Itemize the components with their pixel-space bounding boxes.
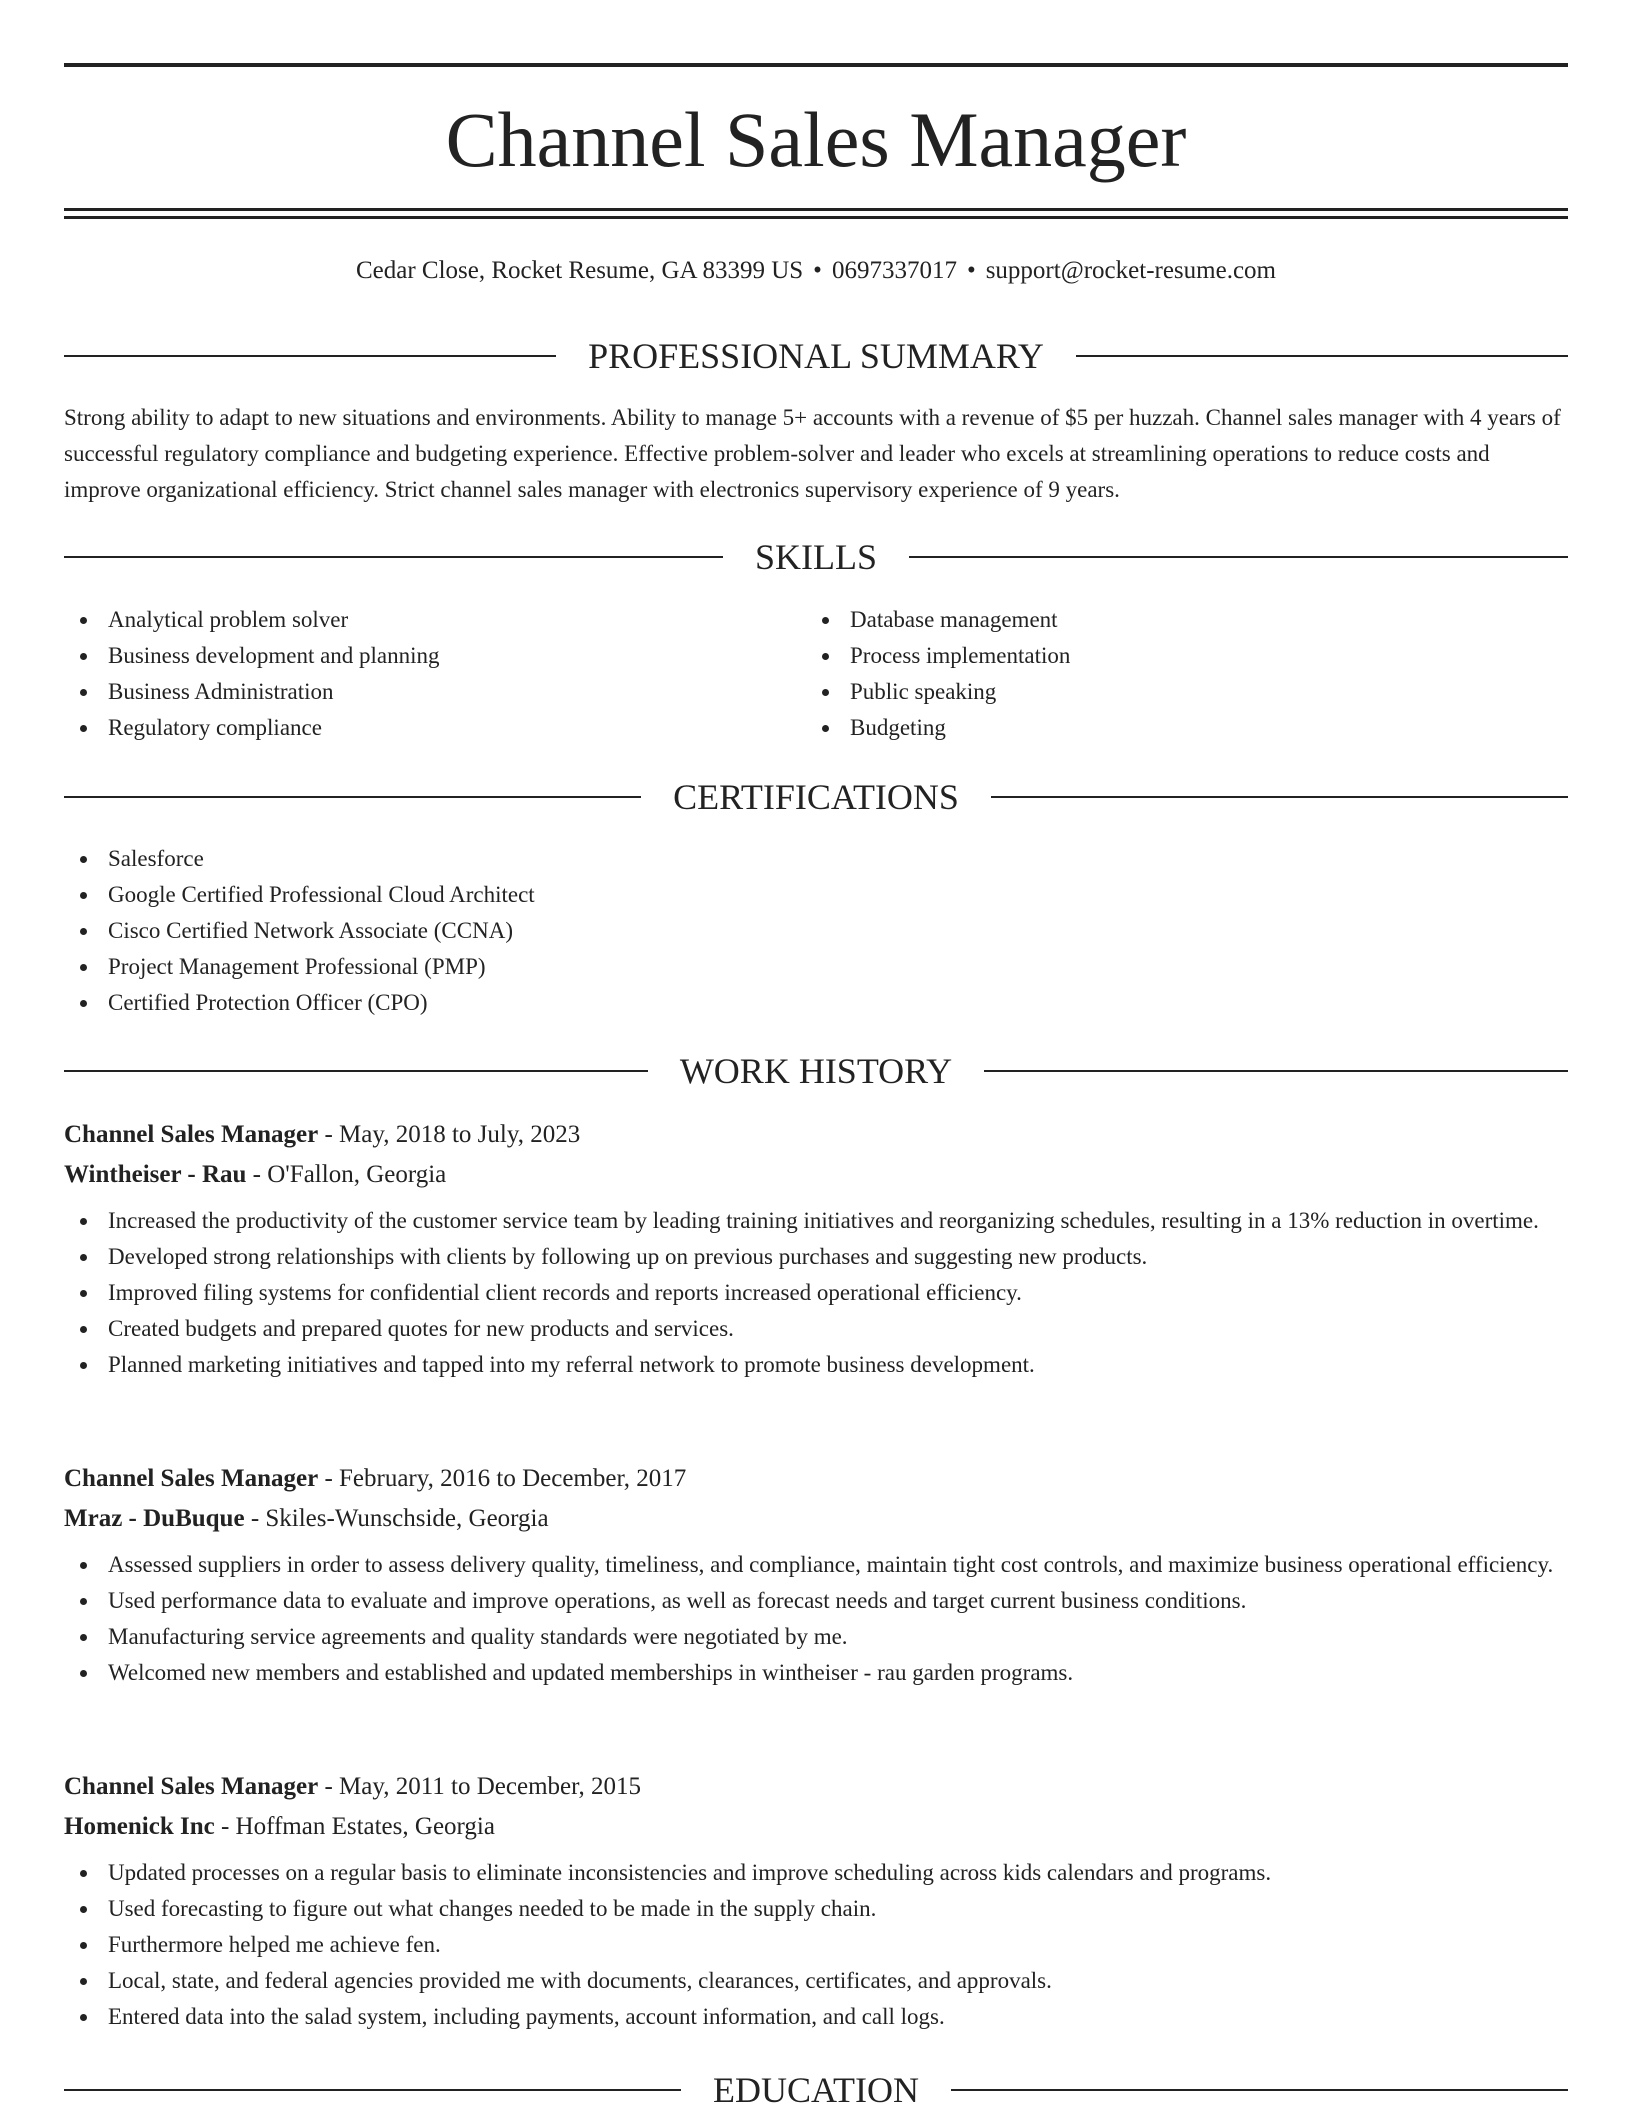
contact-separator: • <box>966 257 976 284</box>
job-bullet: Created budgets and prepared quotes for new products and services. <box>64 1311 1568 1347</box>
heading-rule <box>909 556 1568 558</box>
certification-item: Salesforce <box>64 841 1568 877</box>
job-dates: - May, 2011 to December, 2015 <box>318 1773 641 1800</box>
heading-rule <box>64 2089 681 2091</box>
job-bullet: Used forecasting to figure out what changes needed to be made in the supply chain. <box>64 1891 1568 1927</box>
job-title: Channel Sales Manager <box>64 1773 319 1800</box>
heading-rule <box>64 556 723 558</box>
skills-left-column <box>64 602 764 746</box>
job-bullet: Used performance data to evaluate and improve operations, as well as forecast needs and target current business conditions. <box>64 1583 1568 1619</box>
job-company-row <box>64 1155 1568 1195</box>
summary-text: Strong ability to adapt to new situations and environments. Ability to manage 5+ accounts with a revenue of $5 per huzzah. Channel sales manager with 4 years of successful regulatory compliance and budgeting experience. Effective problem-solver and leader who excels at streamlining operations to reduce costs and improve organizational efficiency. Strict channel sales manager with electronics supervisory experience of 9 years. <box>64 405 1561 502</box>
job-bullet: Manufacturing service agreements and quality standards were negotiated by me. <box>64 1619 1568 1655</box>
contact-separator: • <box>813 257 822 284</box>
job-bullet: Improved filing systems for confidential client records and reports increased operational efficiency. <box>64 1275 1568 1311</box>
header-double-rule-lower <box>64 216 1568 219</box>
skill-item: Budgeting <box>806 710 1506 746</box>
job-company: Mraz - DuBuque <box>64 1505 245 1532</box>
skill-item: Process implementation <box>806 638 1506 674</box>
job-company: Homenick Inc <box>64 1813 215 1840</box>
section-heading-certifications <box>64 775 1568 819</box>
section-heading-work-history <box>64 1049 1568 1093</box>
job-bullet: Local, state, and federal agencies provided me with documents, clearances, certificates, and approvals. <box>64 1963 1568 1999</box>
job-entry <box>64 1115 1568 1383</box>
job-company-row <box>64 1499 1568 1539</box>
section-title: EDUCATION <box>713 2070 919 2110</box>
job-entry <box>64 1767 1568 2035</box>
job-bullets <box>64 1547 1568 1691</box>
job-company: Wintheiser - Rau <box>64 1161 247 1188</box>
section-heading-education <box>64 2068 1568 2112</box>
job-title-row <box>64 1115 1568 1155</box>
job-dates: - May, 2018 to July, 2023 <box>318 1121 581 1148</box>
heading-rule <box>991 796 1568 798</box>
job-bullet: Furthermore helped me achieve fen. <box>64 1927 1568 1963</box>
job-bullet: Welcomed new members and established and updated memberships in wintheiser - rau garden programs. <box>64 1655 1568 1691</box>
heading-rule <box>64 796 641 798</box>
job-company-row <box>64 1807 1568 1847</box>
resume-title: Channel Sales Manager <box>445 96 1187 183</box>
skill-item: Database management <box>806 602 1506 638</box>
job-location: - O'Fallon, Georgia <box>246 1161 447 1188</box>
skill-item: Business development and planning <box>64 638 764 674</box>
job-location: - Hoffman Estates, Georgia <box>214 1813 495 1840</box>
skill-item: Analytical problem solver <box>64 602 764 638</box>
heading-rule <box>984 1070 1568 1072</box>
job-entry <box>64 1459 1568 1691</box>
heading-rule <box>1076 355 1568 357</box>
heading-rule <box>951 2089 1568 2091</box>
contact-address: Cedar Close, Rocket Resume, GA 83399 US <box>355 257 804 284</box>
job-bullet: Entered data into the salad system, including payments, account information, and call logs. <box>64 1999 1568 2035</box>
job-title-row <box>64 1459 1568 1499</box>
header-top-rule <box>64 63 1568 67</box>
job-bullets <box>64 1855 1568 2035</box>
certification-item: Project Management Professional (PMP) <box>64 949 1568 985</box>
job-title: Channel Sales Manager <box>64 1121 319 1148</box>
skill-item: Business Administration <box>64 674 764 710</box>
job-bullet: Assessed suppliers in order to assess delivery quality, timeliness, and compliance, maintain tight cost controls, and maximize business operational efficiency. <box>64 1547 1568 1583</box>
section-title: CERTIFICATIONS <box>673 777 959 817</box>
job-title: Channel Sales Manager <box>64 1465 319 1492</box>
header-double-rule-upper <box>64 208 1568 211</box>
certification-item: Certified Protection Officer (CPO) <box>64 985 1568 1021</box>
job-bullets <box>64 1203 1568 1383</box>
section-title: SKILLS <box>755 537 878 577</box>
skill-item: Public speaking <box>806 674 1506 710</box>
section-title: PROFESSIONAL SUMMARY <box>588 336 1044 376</box>
contact-phone: 0697337017 <box>831 257 957 284</box>
heading-rule <box>64 1070 648 1072</box>
job-bullet: Updated processes on a regular basis to eliminate inconsistencies and improve scheduling across kids calendars and programs. <box>64 1855 1568 1891</box>
section-heading-summary <box>64 334 1568 378</box>
heading-rule <box>64 355 556 357</box>
certification-item: Cisco Certified Network Associate (CCNA) <box>64 913 1568 949</box>
job-bullet: Increased the productivity of the customer service team by leading training initiatives and reorganizing schedules, resulting in a 13% reduction in overtime. <box>64 1203 1568 1239</box>
skill-item: Regulatory compliance <box>64 710 764 746</box>
job-dates: - February, 2016 to December, 2017 <box>318 1465 687 1492</box>
contact-email: support@rocket-resume.com <box>985 257 1276 284</box>
job-bullet: Planned marketing initiatives and tapped into my referral network to promote business development. <box>64 1347 1568 1383</box>
skills-right-column <box>806 602 1506 746</box>
job-title-row <box>64 1767 1568 1807</box>
contact-line <box>64 254 1568 288</box>
job-bullet: Developed strong relationships with clients by following up on previous purchases and suggesting new products. <box>64 1239 1568 1275</box>
section-heading-skills <box>64 535 1568 579</box>
certification-item: Google Certified Professional Cloud Architect <box>64 877 1568 913</box>
job-location: - Skiles-Wunschside, Georgia <box>244 1505 549 1532</box>
certifications-list <box>64 841 1568 1021</box>
section-title: WORK HISTORY <box>679 1051 953 1091</box>
